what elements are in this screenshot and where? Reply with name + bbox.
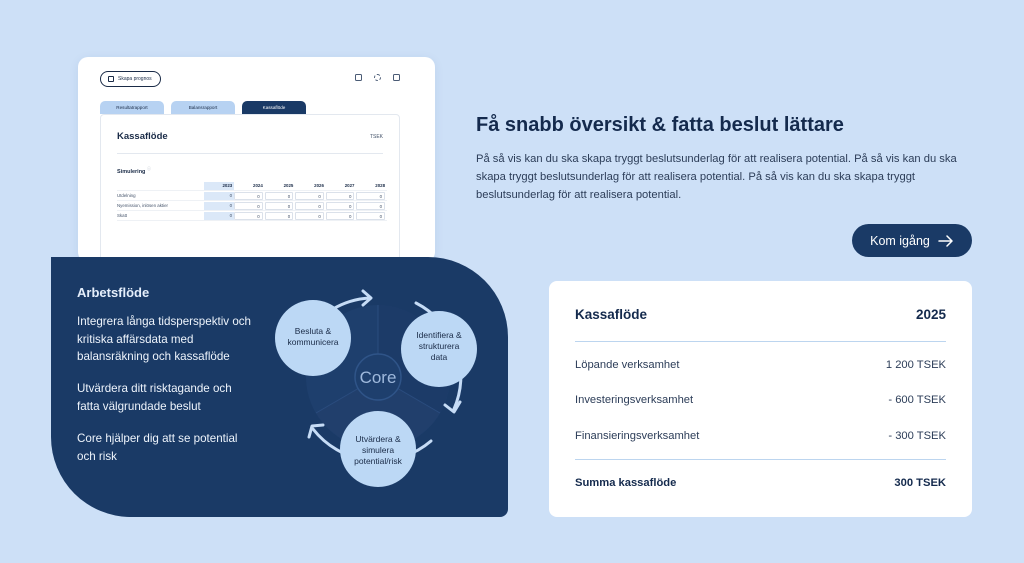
hero-title: Få snabb översikt & fatta beslut lättare: [476, 114, 844, 136]
node-label: kommunicera: [287, 337, 339, 347]
summary-row-value: - 300 TSEK: [888, 430, 946, 442]
table-row: [117, 191, 387, 201]
tab-kassaflode[interactable]: Kassaflöde: [242, 101, 306, 114]
panel-unit: TSEK: [369, 134, 383, 140]
value-input[interactable]: 0: [356, 202, 385, 210]
row-label: Utdelning: [117, 193, 136, 198]
value-input[interactable]: 0: [356, 212, 385, 220]
value-input[interactable]: 0: [265, 192, 294, 200]
summary-row-value: - 600 TSEK: [888, 394, 946, 406]
tab-resultatrapport[interactable]: Resultatrapport: [100, 101, 164, 114]
value-input[interactable]: 0: [265, 202, 294, 210]
cashflow-summary-card: [549, 281, 972, 517]
value-input[interactable]: 0: [356, 192, 385, 200]
table-row: [117, 211, 387, 221]
app-preview-card: [78, 57, 435, 262]
divider: [575, 341, 946, 342]
value-cell[interactable]: 0: [204, 202, 235, 210]
row-label: Skatt: [117, 213, 128, 218]
summary-row: [575, 359, 946, 371]
info-icon: ⓘ: [146, 166, 151, 171]
simulation-title: Simulering ⓘ: [117, 166, 151, 175]
summary-title: Kassaflöde: [575, 307, 648, 322]
value-input[interactable]: 0: [234, 202, 263, 210]
workflow-paragraph: Core hjälper dig att se potential och risk: [77, 432, 238, 463]
report-tabs: [100, 101, 306, 114]
summary-total-label: Summa kassaflöde: [575, 477, 677, 489]
summary-row-label: Finansieringsverksamhet: [575, 430, 700, 442]
workflow-paragraph: Integrera långa tidsperspektiv och kritiska affärsdata med balansräkning och kassaflöde: [77, 315, 252, 363]
value-cell[interactable]: 0: [204, 192, 235, 200]
year-cell: 2028: [375, 182, 386, 188]
summary-row-value: 1 200 TSEK: [885, 359, 946, 371]
summary-row: [575, 394, 946, 406]
preview-toolbar: [355, 74, 400, 81]
value-input[interactable]: 0: [326, 192, 355, 200]
node-label: Identifiera &: [416, 330, 462, 340]
get-started-label: Kom igång: [870, 233, 930, 248]
table-row: [117, 201, 387, 211]
workflow-paragraph: Utvärdera ditt risktagande och fatta välgrundade beslut: [77, 382, 232, 413]
node-label: data: [430, 352, 448, 362]
summary-total-row: [575, 477, 946, 489]
simulation-grid: [117, 181, 387, 221]
core-label: Core: [359, 368, 397, 387]
create-forecast-button[interactable]: [100, 71, 161, 87]
node-label: potential/risk: [354, 456, 402, 466]
workflow-title: Arbetsflöde: [77, 285, 150, 300]
year-cell: 2023: [204, 182, 235, 190]
value-cell[interactable]: 0: [204, 212, 235, 220]
summary-row-label: Investeringsverksamhet: [575, 394, 694, 406]
value-input[interactable]: 0: [295, 212, 324, 220]
hero-text: På så vis kan du ska skapa tryggt beslutsunderlag för att realisera potential. På så vis kan du ska skapa tryggt beslutsunderlag för att realisera potential. På så vis kan du ska skapa tryggt beslutsunderlag för att realisera potential.: [476, 153, 957, 201]
value-input[interactable]: 0: [295, 202, 324, 210]
year-header-row: [117, 181, 387, 191]
node-identify: [401, 311, 477, 387]
svg-text:Besluta &kommunicera: [287, 326, 338, 347]
cashflow-panel: [100, 114, 400, 262]
row-label: Nyemission, inlösen aktier: [117, 203, 169, 208]
summary-total-value: 300 TSEK: [894, 477, 946, 489]
workflow-card: [51, 257, 508, 517]
node-evaluate: [340, 411, 416, 487]
year-cell: 2024: [253, 182, 263, 188]
node-decide: [275, 300, 351, 376]
workflow-diagram: [271, 279, 481, 519]
value-input[interactable]: 0: [265, 212, 294, 220]
year-cell: 2027: [344, 182, 355, 188]
folder-icon[interactable]: [355, 74, 362, 81]
node-label: Besluta &: [294, 326, 332, 336]
refresh-icon[interactable]: [374, 74, 381, 81]
tab-balansrapport[interactable]: Balansrapport: [171, 101, 235, 114]
divider: [575, 459, 946, 460]
summary-row: [575, 430, 946, 442]
value-input[interactable]: 0: [295, 192, 324, 200]
save-icon[interactable]: [393, 74, 400, 81]
arrow-right-icon: [938, 235, 954, 247]
get-started-button[interactable]: [852, 224, 972, 257]
summary-year: 2025: [915, 307, 946, 322]
edit-icon: [108, 76, 114, 82]
node-label: strukturera: [418, 341, 460, 351]
node-label: Utvärdera &: [355, 434, 401, 444]
node-label: simulera: [361, 445, 395, 455]
summary-header: [575, 307, 946, 322]
summary-row-label: Löpande verksamhet: [575, 359, 680, 371]
value-input[interactable]: 0: [326, 212, 355, 220]
value-input[interactable]: 0: [326, 202, 355, 210]
create-forecast-label: Skapa prognos: [118, 76, 152, 82]
panel-title: Kassaflöde: [117, 131, 168, 142]
divider: [117, 153, 383, 154]
value-input[interactable]: 0: [234, 212, 263, 220]
year-cell: 2026: [314, 182, 324, 188]
year-cell: 2025: [283, 182, 294, 188]
value-input[interactable]: 0: [234, 192, 263, 200]
